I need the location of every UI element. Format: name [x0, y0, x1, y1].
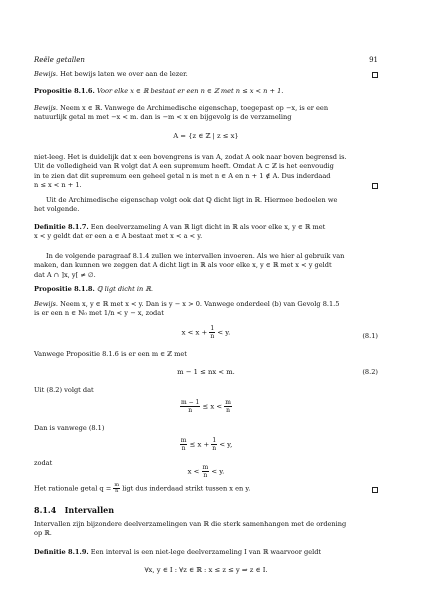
text-line: in te zien dat dit supremum een geheel getal n is met n ∈ A en n + 1 ∉ A. Dus inderdaad [34, 171, 331, 180]
interval-formula: ∀x, y ∈ I : ∀z ∈ ℝ : x ≤ z ≤ y ⇒ z ∈ I. [144, 566, 268, 574]
definition-8-1-9 [34, 548, 378, 557]
text-line: maken, dan kunnen we zeggen dat A dicht ligt in ℝ als voor elke x, y ∈ ℝ met x < y geldt [34, 261, 332, 270]
fraction: $\frac{m - 1}{n}$ [181, 399, 200, 414]
equation-8-2: m − 1 ≤ nx < m. [177, 368, 235, 376]
text-line: niet-leeg. Het is duidelijk dat x een bovengrens is van A, zodat A ook naar boven begrensd is. [34, 153, 347, 161]
equation-8-1: x < x + $\frac{1}{n}$ < y. [181, 325, 231, 340]
fraction: $\frac{1}{n}$ [210, 325, 215, 340]
fraction: $\frac{1}{n}$ [212, 437, 217, 452]
text-line: Uit de volledigheid van ℝ volgt dat A een supremum heeft. Omdat A ⊂ ℤ is het eenvoudig [34, 162, 334, 171]
prop-text: Voor elke x ∈ ℝ bestaat er een n ∈ ℤ met n ≤ x < n + 1. [94, 87, 284, 95]
text-line: op ℝ. [34, 529, 52, 538]
proof-label: Bewijs. [34, 70, 59, 78]
text-line: Uit (8.2) volgt dat [34, 386, 94, 394]
section-intro [34, 520, 378, 539]
definition-8-1-7 [34, 223, 378, 242]
qed-box [372, 183, 378, 189]
text-line: Een deelverzameling A van ℝ ligt dicht in ℝ als voor elke x, y ∈ ℝ met [88, 223, 326, 231]
equation-3: $\frac{m - 1}{n}$ ≤ x < $\frac{m}{n}$ [181, 399, 231, 414]
section-number: 8.1.4 [34, 505, 57, 515]
text-line: Neem x ∈ ℝ. Vanwege de Archimedische eigenschap, toegepast op −x, is er een [58, 104, 329, 112]
fraction: $\frac{m}{n}$ [225, 399, 231, 414]
proposition-8-1-8 [34, 285, 378, 294]
proof-text: Het bewijs laten we over aan de lezer. [58, 70, 188, 78]
archimedes-paragraph [34, 196, 378, 215]
text-line: is er een n ∈ ℕ₀ met 1/n < y − x, zodat [34, 309, 164, 318]
def-label: Definitie 8.1.7. [34, 223, 89, 231]
qed-box [372, 72, 378, 78]
text-line: Uit de Archimedische eigenschap volgt ook dat ℚ dicht ligt in ℝ. Hiermee bedoelen we [46, 196, 338, 204]
qed-box [372, 487, 378, 493]
proof-label: Bewijs. [34, 300, 59, 308]
conclusion-line: Het rationale getal q = $\frac{m}{n}$ ligt dus inderdaad strikt tussen x en y. [34, 483, 378, 494]
text-line: Vanwege Propositie 8.1.6 is er een m ∈ ℤ met [34, 350, 187, 358]
running-header: Reële getallen [34, 56, 85, 64]
proposition-8-1-6 [34, 87, 378, 96]
text-line: Neem x, y ∈ ℝ met x < y. Dan is y − x > 0. Vanwege onderdeel (b) van Gevolg 8.1.5 [58, 300, 340, 308]
prop-text: ℚ ligt dicht in ℝ. [94, 285, 153, 293]
text-line: Intervallen zijn bijzondere deelverzamelingen van ℝ die sterk samenhangen met de ordening [34, 520, 347, 528]
fraction: $\frac{m}{n}$ [180, 437, 187, 452]
prop-label: Propositie 8.1.6. [34, 87, 95, 95]
def-label: Definitie 8.1.9. [34, 548, 89, 556]
equation-number: (8.2) [362, 368, 378, 376]
interval-note-paragraph [34, 252, 378, 280]
page-number: 91 [369, 56, 378, 64]
equation-number: (8.1) [362, 332, 378, 340]
proof-label: Bewijs. [34, 104, 59, 112]
text-line: natuurlijk getal m met −x < m. dan is −m < x en bijgevolg is de verzameling [34, 113, 292, 122]
proof-8-1-6-bottom [34, 153, 378, 190]
proof-8-1-8-top [34, 300, 378, 319]
text-line: dat A ∩ ]x, y[ ≠ ∅. [34, 270, 96, 279]
text-line: x < y geldt dat er een a ∈ A bestaat met x < a < y. [34, 232, 203, 241]
text-line: In de volgende paragraaf 8.1.4 zullen we intervallen invoeren. Als we hier al gebruik van [46, 252, 345, 260]
text-line: Een interval is een niet-lege deelverzameling I van ℝ waarvoor geldt [88, 548, 322, 556]
text-line: Dan is vanwege (8.1) [34, 424, 105, 432]
text-line: n ≤ x < n + 1. [34, 180, 82, 189]
prop-label: Propositie 8.1.8. [34, 285, 95, 293]
proof-paragraph [34, 70, 378, 79]
set-formula: A = {z ∈ ℤ | z ≤ x} [173, 132, 239, 140]
text-line: het volgende. [34, 205, 80, 214]
fraction: $\frac{m}{n}$ [114, 482, 120, 494]
text-line: zodat [34, 459, 53, 467]
fraction: $\frac{m}{n}$ [202, 464, 209, 479]
equation-4: $\frac{m}{n}$ ≤ x + $\frac{1}{n}$ < y, [180, 437, 233, 452]
section-heading [34, 505, 114, 515]
proof-8-1-6-top [34, 104, 378, 123]
section-title: Intervallen [64, 505, 115, 515]
equation-5: x < $\frac{m}{n}$ < y. [187, 464, 225, 479]
